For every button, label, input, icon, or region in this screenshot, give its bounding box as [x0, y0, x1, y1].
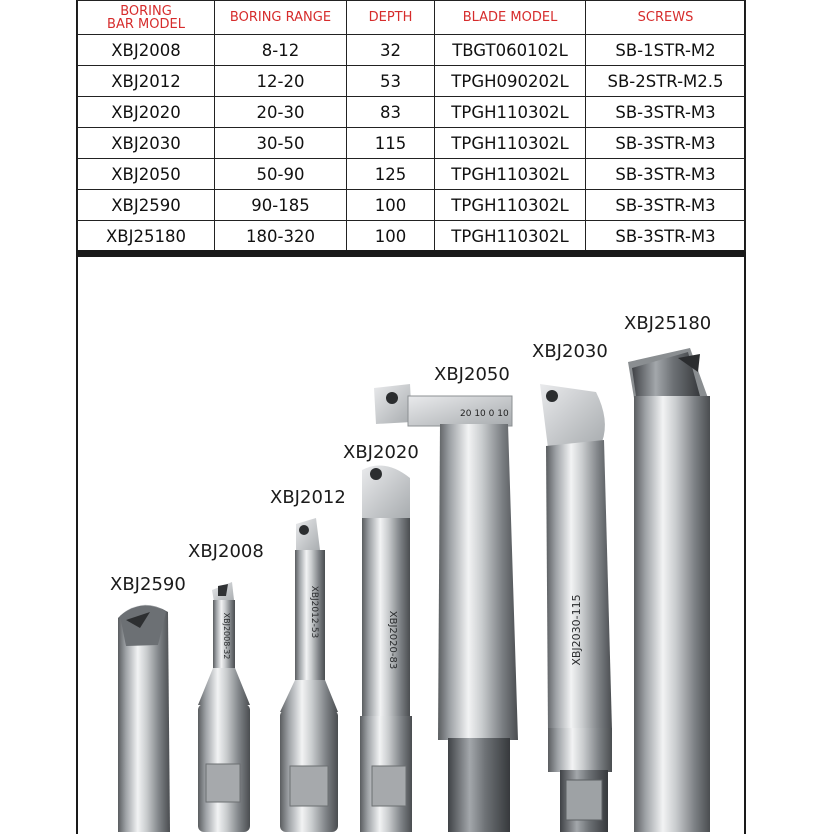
label-xbj2590: XBJ2590	[110, 574, 186, 595]
header-screws: SCREWS	[586, 1, 746, 35]
cell-blade: TBGT060102L	[435, 35, 586, 66]
cell-depth: 125	[347, 159, 435, 190]
section-divider	[77, 250, 745, 257]
header-model-line1: BORING	[120, 3, 172, 19]
cell-screws: SB-3STR-M3	[586, 159, 746, 190]
cell-screws: SB-3STR-M3	[586, 221, 746, 252]
cell-range: 12-20	[215, 66, 347, 97]
cell-screws: SB-3STR-M3	[586, 97, 746, 128]
header-model-line2: BAR MODEL	[107, 16, 185, 32]
cell-screws: SB-2STR-M2.5	[586, 66, 746, 97]
header-boring-range: BORING RANGE	[215, 1, 347, 35]
label-xbj25180: XBJ25180	[624, 313, 712, 334]
label-xbj2020: XBJ2020	[343, 442, 419, 463]
cell-blade: TPGH110302L	[435, 159, 586, 190]
cell-depth: 53	[347, 66, 435, 97]
label-xbj2008: XBJ2008	[188, 541, 264, 562]
engraving-xbj2030: XBJ2030-115	[570, 594, 583, 666]
engraving-xbj2012: XBJ2012-53	[309, 585, 319, 639]
tool-xbj2020	[360, 466, 412, 833]
header-depth: DEPTH	[347, 1, 435, 35]
table-row	[78, 190, 746, 221]
cell-range: 50-90	[215, 159, 347, 190]
cell-model: XBJ2590	[78, 190, 215, 221]
cell-model: XBJ2012	[78, 66, 215, 97]
cell-range: 180-320	[215, 221, 347, 252]
cell-model: XBJ2020	[78, 97, 215, 128]
cell-blade: TPGH110302L	[435, 128, 586, 159]
tool-xbj2590	[118, 605, 170, 832]
cell-blade: TPGH110302L	[435, 221, 586, 252]
spec-table	[77, 0, 746, 252]
table-row	[78, 97, 746, 128]
table-row	[78, 128, 746, 159]
label-xbj2050: XBJ2050	[434, 364, 510, 385]
scale-marks: 20 10 0 10	[460, 409, 509, 419]
engraving-xbj2008: XBJ2008-32	[222, 612, 231, 660]
cell-blade: TPGH110302L	[435, 97, 586, 128]
tool-xbj2012	[280, 518, 338, 832]
cell-range: 20-30	[215, 97, 347, 128]
header-blade-model: BLADE MODEL	[435, 1, 586, 35]
cell-range: 8-12	[215, 35, 347, 66]
cell-blade: TPGH090202L	[435, 66, 586, 97]
cell-range: 30-50	[215, 128, 347, 159]
label-xbj2012: XBJ2012	[270, 487, 346, 508]
table-header-row	[78, 1, 746, 35]
table-row	[78, 159, 746, 190]
cell-depth: 100	[347, 221, 435, 252]
product-photo	[78, 257, 744, 834]
table-row	[78, 66, 746, 97]
table-row	[78, 221, 746, 252]
tool-xbj2008	[198, 582, 250, 832]
cell-depth: 32	[347, 35, 435, 66]
cell-model: XBJ2030	[78, 128, 215, 159]
cell-model: XBJ25180	[78, 221, 215, 252]
cell-model: XBJ2008	[78, 35, 215, 66]
cell-range: 90-185	[215, 190, 347, 221]
engraving-xbj2020: XBJ2020-83	[387, 610, 398, 670]
cell-blade: TPGH110302L	[435, 190, 586, 221]
table-row	[78, 35, 746, 66]
cell-depth: 83	[347, 97, 435, 128]
cell-screws: SB-3STR-M3	[586, 190, 746, 221]
tools-illustration	[78, 257, 744, 834]
cell-model: XBJ2050	[78, 159, 215, 190]
cell-depth: 100	[347, 190, 435, 221]
cell-screws: SB-3STR-M3	[586, 128, 746, 159]
label-xbj2030: XBJ2030	[532, 341, 608, 362]
cell-depth: 115	[347, 128, 435, 159]
cell-screws: SB-1STR-M2	[586, 35, 746, 66]
tool-xbj25180	[628, 348, 710, 832]
tool-xbj2030	[540, 384, 612, 832]
header-boring-bar-model	[78, 1, 215, 35]
